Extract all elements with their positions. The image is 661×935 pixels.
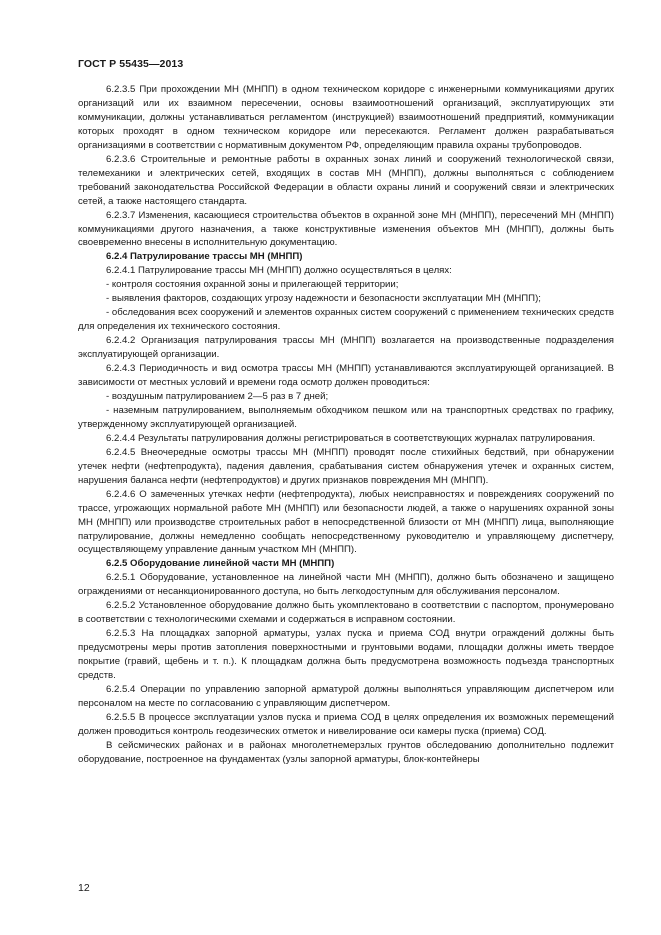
list-item: - выявления факторов, создающих угрозу надежности и безопасности эксплуатации МН (МНПП); [106, 293, 541, 305]
paragraph-6-2-3-5: 6.2.3.5 При прохождении МН (МНПП) в одном техническом коридоре с инженерными коммуникациями других организаций или их взаимном пересечении, основы взаимоотношений организаций, эксплуатирующих эти коммуникации, должны устанавливаться регламентом (инструкцией) взаимоотношений предприятий, коммуникации которых проходят в одном техническом коридоре или пересекаются. Регламент должен разрабатываться организациями в соответствии с нормативным документом РФ, определяющим правила охраны трубопроводов. [78, 84, 614, 151]
standard-header: ГОСТ Р 55435—2013 [78, 58, 184, 70]
paragraph-6-2-4-4: 6.2.4.4 Результаты патрулирования должны регистрироваться в соответствующих журналах патрулирования. [106, 432, 596, 444]
section-heading-6-2-4: 6.2.4 Патрулирование трассы МН (МНПП) [106, 251, 303, 263]
page-number: 12 [78, 882, 90, 894]
section-heading-6-2-5: 6.2.5 Оборудование линейной части МН (МНПП) [106, 558, 335, 570]
paragraph-6-2-5-2: 6.2.5.2 Установленное оборудование должно быть укомплектовано в соответствии с паспортом, пронумеровано в соответствии с технологическими схемами и содержаться в исправном состоянии. [78, 600, 614, 626]
paragraph-6-2-4-6: 6.2.4.6 О замеченных утечках нефти (нефтепродукта), любых неисправностях и повреждениях сооружений по трассе, угрожающих нормальной работе МН (МНПП) или безопасности людей, а также о нарушениях охранной зоны МН (МНПП) или производстве строительных работ в непосредственной близости от МН (МНПП) лица, выполняющие патрулирование, должны немедленно сообщать непосредственному руководителю и управляющему диспетчеру, осуществляющему управление данным участком МН (МНПП). [78, 488, 614, 556]
paragraph-6-2-5-3: 6.2.5.3 На площадках запорной арматуры, узлах пуска и приема СОД внутри ограждений должны быть предусмотрены меры против затопления поверхностными и грунтовыми водами, площадки должны иметь твердое покрытие (гравий, щебень и т. п.). К площадкам должна быть предусмотрена возможность подъезда транспортных средств. [78, 628, 614, 682]
paragraph-6-2-5-4: 6.2.5.4 Операции по управлению запорной арматурой должны выполняться управляющим диспетчером или персоналом на месте по согласованию с управляющим диспетчером. [78, 683, 614, 709]
paragraph-6-2-5-5: 6.2.5.5 В процессе эксплуатации узлов пуска и приема СОД в целях определения их возможных перемещений должен проводиться контроль геодезических отметок и нивелирование оси камеры пуска (приема) СОД. [78, 711, 614, 737]
paragraph-6-2-4-2: 6.2.4.2 Организация патрулирования трассы МН (МНПП) возлагается на производственные подразделения эксплуатирующей организации. [78, 335, 614, 361]
list-item: - обследования всех сооружений и элементов охранных систем сооружений с применением технических средств для определения их технического состояния. [78, 307, 614, 333]
page-content [78, 83, 614, 767]
paragraph-6-2-4-1: 6.2.4.1 Патрулирование трассы МН (МНПП) должно осуществляться в целях: [106, 265, 452, 277]
list-item: - воздушным патрулированием 2—5 раз в 7 дней; [106, 390, 329, 402]
paragraph-6-2-4-3: 6.2.4.3 Периодичность и вид осмотра трассы МН (МНПП) устанавливаются эксплуатирующей организацией. В зависимости от местных условий и времени года осмотр должен проводиться: [78, 363, 614, 389]
list-item: - контроля состояния охранной зоны и прилегающей территории; [106, 279, 399, 291]
paragraph-6-2-3-7: 6.2.3.7 Изменения, касающиеся строительства объектов в охранной зоне МН (МНПП), пересечений МН (МНПП) коммуникациями другого назначения, а также конструктивные изменения объектов МН (МНПП), должны быть своевременно внесены в исполнительную документацию. [78, 209, 614, 249]
list-item: - наземным патрулированием, выполняемым обходчиком пешком или на транспортных средствах по графику, утвержденному эксплуатирующей организацией. [78, 404, 614, 430]
paragraph-continuation: В сейсмических районах и в районах многолетнемерзлых грунтов обследованию дополнительно подлежит оборудование, построенное на фундаментах (узлы запорной арматуры, блок-контейнеры [78, 739, 614, 765]
paragraph-6-2-3-6: 6.2.3.6 Строительные и ремонтные работы в охранных зонах линий и сооружений технологической связи, телемеханики и электрических сетей, входящих в состав МН (МНПП), должны выполняться с соблюдением требований законодательства Российской Федерации в области охраны линий и сооружений связи и электрических сетей, а также настоящего стандарта. [78, 153, 614, 207]
paragraph-6-2-5-1: 6.2.5.1 Оборудование, установленное на линейной части МН (МНПП), должно быть обозначено и защищено ограждениями от несанкционированного доступа, но быть легкодоступным для обслуживания персоналом. [78, 572, 614, 598]
paragraph-6-2-4-5: 6.2.4.5 Внеочередные осмотры трассы МН (МНПП) проводят после стихийных бедствий, при обнаружении утечек нефти (нефтепродукта), падения давления, срабатывания систем обнаружения утечек и охранных систем, нарушения баланса нефти (нефтепродуктов) и других признаков повреждения МН (МНПП). [78, 446, 614, 486]
